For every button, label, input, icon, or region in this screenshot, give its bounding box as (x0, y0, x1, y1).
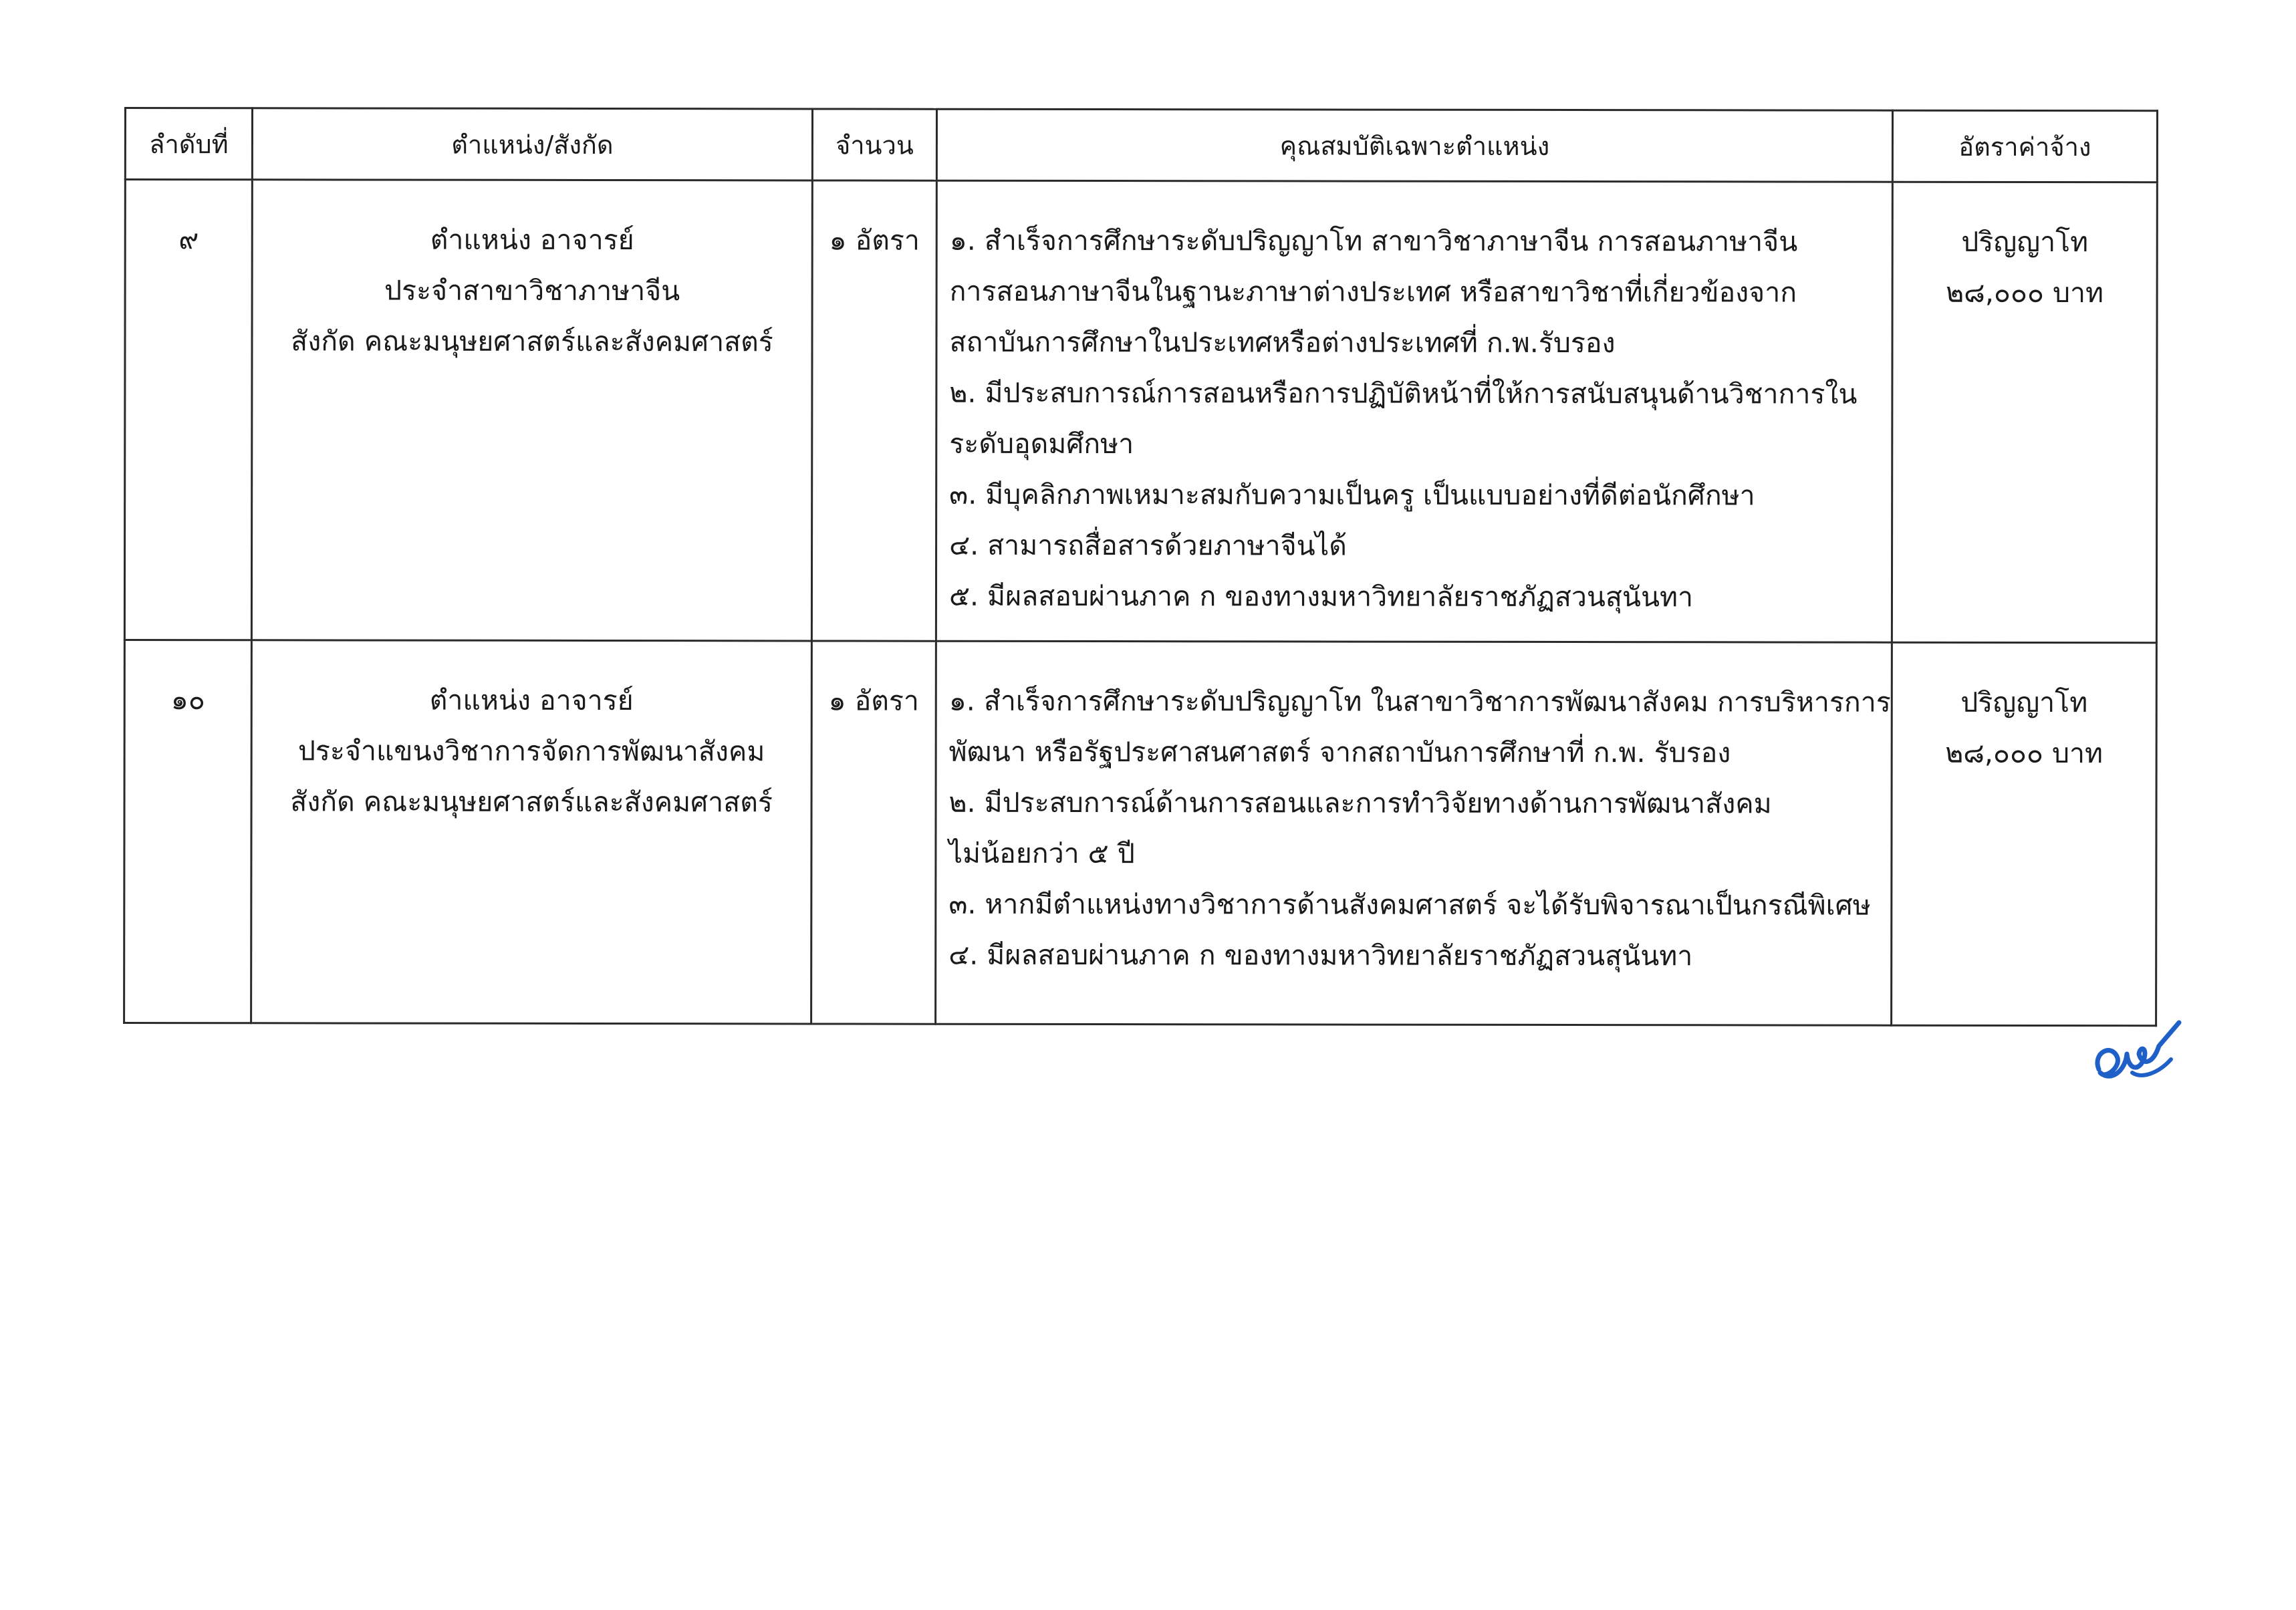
qualification-line: ๑. สำเร็จการศึกษาระดับปริญญาโท ในสาขาวิชาการพัฒนาสังคม การบริหารการ (948, 684, 1891, 718)
qualification-line: ๔. สามารถสื่อสารด้วยภาษาจีนได้ (949, 529, 1347, 562)
qualification-line: ไม่น้อยกว่า ๕ ปี (948, 837, 1135, 870)
header-pay: อัตราค่าจ้าง (1892, 110, 2157, 182)
qualification-line: การสอนภาษาจีนในฐานะภาษาต่างประเทศ หรือสาขาวิชาที่เกี่ยวข้องจาก (949, 275, 1797, 309)
table-row (124, 180, 2157, 643)
qualification-line: สถาบันการศึกษาในประเทศหรือต่างประเทศที่ ก.พ.รับรอง (949, 325, 1616, 360)
qualification-line: ๔. มีผลสอบผ่านภาค ก ของทางมหาวิทยาลัยราชภัฏสวนสุนันทา (948, 938, 1693, 972)
position-faculty: สังกัด คณะมนุษยศาสตร์และสังคมศาสตร์ (291, 325, 773, 358)
position-cell (251, 180, 812, 641)
position-program: ประจำสาขาวิชาภาษาจีน (384, 274, 680, 307)
position-faculty: สังกัด คณะมนุษยศาสตร์และสังคมศาสตร์ (290, 785, 773, 819)
quantity-cell: ๑ อัตรา (811, 180, 936, 641)
row-number: ๑๐ (124, 640, 252, 1023)
pay-degree: ปริญญาโท (1960, 686, 2088, 719)
positions-table (123, 107, 2158, 1027)
pay-degree: ปริญญาโท (1961, 225, 2089, 259)
row-number: ๙ (124, 180, 252, 640)
qualification-line: ๒. มีประสบการณ์การสอนหรือการปฏิบัติหน้าที่ให้การสนับสนุนด้านวิชาการใน (949, 376, 1858, 410)
position-program: ประจำแขนงวิชาการจัดการพัฒนาสังคม (297, 734, 765, 768)
position-title: ตำแหน่ง อาจารย์ (429, 684, 634, 717)
qualification-line: ๓. มีบุคลิกภาพเหมาะสมกับความเป็นครู เป็นแบบอย่างที่ดีต่อนักศึกษา (949, 478, 1755, 512)
position-title: ตำแหน่ง อาจารย์ (430, 223, 634, 257)
qualification-line: ๑. สำเร็จการศึกษาระดับปริญญาโท สาขาวิชาภาษาจีน การสอนภาษาจีน (949, 224, 1798, 258)
qualification-line: ระดับอุดมศึกษา (949, 427, 1134, 460)
position-cell (251, 640, 812, 1024)
table-header-row (125, 108, 2157, 182)
qualifications-cell (936, 641, 1892, 1025)
header-no: ลำดับที่ (125, 108, 252, 180)
table-row (124, 640, 2157, 1026)
quantity-cell: ๑ อัตรา (811, 641, 936, 1024)
qualification-line: ๕. มีผลสอบผ่านภาค ก ของทางมหาวิทยาลัยราชภัฏสวนสุนันทา (948, 579, 1694, 614)
qualification-line: พัฒนา หรือรัฐประศาสนศาสตร์ จากสถาบันการศึกษาที่ ก.พ. รับรอง (948, 735, 1731, 769)
header-qualifications: คุณสมบัติเฉพาะตำแหน่ง (936, 109, 1892, 182)
header-position: ตำแหน่ง/สังกัด (252, 108, 812, 180)
header-quantity: จำนวน (812, 109, 936, 180)
pay-amount: ๒๘,๐๐๐ บาท (1945, 736, 2103, 770)
signature-icon (2085, 1006, 2186, 1093)
qualification-line: ๒. มีประสบการณ์ด้านการสอนและการทำวิจัยทางด้านการพัฒนาสังคม (948, 786, 1772, 820)
qualification-line: ๓. หากมีตำแหน่งทางวิชาการด้านสังคมศาสตร์ จะได้รับพิจารณาเป็นกรณีพิเศษ (948, 888, 1871, 922)
pay-cell (1892, 642, 2157, 1026)
qualifications-cell (936, 180, 1892, 642)
pay-amount: ๒๘,๐๐๐ บาท (1946, 276, 2104, 309)
pay-cell (1892, 182, 2157, 643)
